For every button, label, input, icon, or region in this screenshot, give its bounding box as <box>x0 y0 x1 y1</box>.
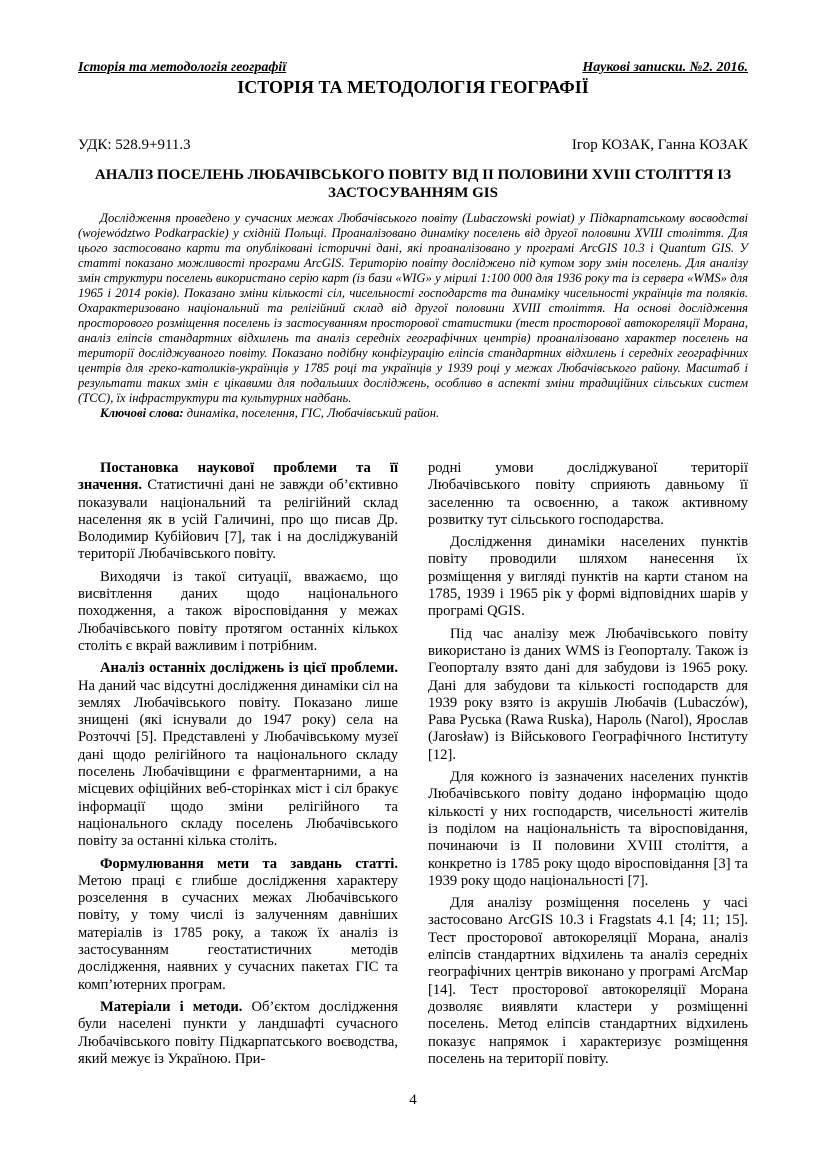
paragraph-research <box>78 660 398 850</box>
heading-research: Аналіз останніх досліджень із цієї проблеми. <box>100 660 398 677</box>
paragraph-situation: Виходячи із такої ситуації, вважаємо, що висвітлення даних щодо національного походження, а також віросповідання у межах Любачівського повіту протягом останніх кількох століть є вкрай важливим і потрібним. <box>78 568 398 654</box>
paragraph-continuation: родні умови досліджуваної території Любачівського повіту сприяють давньому її заселенню та освоєнню, а також активному розвитку тут сільського господарства. <box>428 460 748 528</box>
paragraph-text: Статистичні дані не завжди об’єктивно показували національний та релігійний склад населення як в усій Галичині, про що писав Др. Володимир Кубійович [7], так і на досліджуваній території Любачівського повіту. <box>78 477 398 563</box>
paragraph-dynamics: Дослідження динаміки населених пунктів повіту проводили шляхом нанесення їх розміщення у вигляді пунктів на карти станом на 1785, 1939 і 1965 рік у формі відповідних шарів у програмі QGIS. <box>428 534 748 620</box>
authors: Ігор КОЗАК, Ганна КОЗАК <box>571 137 748 153</box>
heading-problem: Постановка наукової проблеми та її значення. <box>78 460 398 494</box>
page-number: 4 <box>409 1092 417 1108</box>
paragraph-settlements-info: Для кожного із зазначених населених пунктів Любачівського повіту додано інформацію щодо кількості у них господарств, чисельності жителів із поділом на національність та віросповідання, починаючи із ІІ половини XVIII століття, а конкретно із 1785 року щодо віросповідання [3] та 1939 року щодо національності [7]. <box>428 769 748 889</box>
heading-methods: Матеріали і методи. <box>100 998 243 1015</box>
header-journal-section: Історія та методологія географії <box>78 60 287 75</box>
paragraph-methods <box>78 999 398 1068</box>
abstract: Дослідження проведено у сучасних межах Любачівського повіту (Lubaczowski powiat) у Підкарпатському восводстві (województwo Podkarpackie) у східній Польщі. Проаналізовано динаміку поселень від другої половини XVIII століття. Для цього застосовано карти та опубліковані історичні дані, які проаналізовано у програмі ArcGIS 10.3 і Quantum GIS. У статті показано можливості програми ArcGIS. Територію повіту досліджено під кутом зору змін поселень. Для аналізу змін структури поселень використано серію карт (із бази «WIG» у мірилі 1:100 000 для 1936 року та із сервера «WMS» для 1965 і 2014 років). Показано зміни кількості сіл, чисельності господарств та динаміку чисельності українців та поляків. Охарактеризовано національний та релігійний склад від другої половини XVIII століття. На основі дослідження просторового розміщення поселень із застосуванням просторової статистики (тест просторової автокореляції Морана, аналіз еліпсів стандартних відхилень та аналіз середніх географічних центрів) проаналізовано характер поселень на території досліджуваного повіту. Показано подібну конфігурацію еліпсів стандартних відхилень і середніх географічних центрів для греко-католиків-українців у 1785 році та українців у 1939 році у межах Любачівського району. Масштаб і результати таких змін є цікавими для подальших досліджень, особливо в аспекті зміни традиційних сільських систем (ТСС), їх інфраструктури та культурних надбань. <box>78 211 748 405</box>
paragraph-text: Метою праці є глибше дослідження характеру розселення в сучасних межах Любачівського повіту, у тому числі із залученням давніших матеріалів із 1785 року, а також їх аналіз із застосуванням геостатистичних методів дослідження, наявних у сучасних пакетах ГІС та комп’ютерних програм. <box>78 872 398 993</box>
header-journal-issue: Наукові записки. №2. 2016. <box>582 60 748 75</box>
paragraph-goals <box>78 856 398 994</box>
body-columns <box>78 460 748 1073</box>
running-header <box>78 60 748 76</box>
left-column <box>78 460 398 1073</box>
paragraph-text: Об’єктом дослідження були населені пункти у ландшафті сучасного Любачівського повіту Підкарпатського воєводства, який межує із Україною. При- <box>78 998 398 1067</box>
paragraph-text: На даний час відсутні дослідження динаміки сіл на землях Любачівського повіту. Показано лише знищені (які існували до 1947 року) села на Розточчі [5]. Представлені у Любачівському музеї дані щодо релігійного та національного складу поселень Любачівщини є фрагментарними, а на місцевих офіційних веб-сторінках міст і сіл бракує інформації щодо зміни релігійного та національного складу поселень Любачівського повіту за останні кілька століть. <box>78 677 398 850</box>
right-column <box>428 460 748 1073</box>
udk-code: УДК: 528.9+911.3 <box>78 137 191 153</box>
heading-goals: Формулювання мети та завдань статті. <box>100 855 398 872</box>
section-title: ІСТОРІЯ ТА МЕТОДОЛОГІЯ ГЕОГРАФІЇ <box>237 77 589 97</box>
paragraph-boundaries: Під час аналізу меж Любачівського повіту використано із даних WMS із Геопорталу. Також із Геопорталу взято дані для забудови із 1965 року. Дані для забудови та кількості господарств для 1939 року взято із акрушів Любачів (Lubaczów), Рава Руська (Rawa Ruska), Нароль (Narol), Ярослав (Jarosław) із Військового Географічного Інституту [12]. <box>428 625 748 763</box>
keywords-label: Ключові слова: <box>100 406 184 420</box>
keywords-text: динаміка, поселення, ГІС, Любачівський район. <box>186 406 440 420</box>
article-title: АНАЛІЗ ПОСЕЛЕНЬ ЛЮБАЧІВСЬКОГО ПОВІТУ ВІД ІІ ПОЛОВИНИ XVIII СТОЛІТТЯ ІЗ ЗАСТОСУВАННЯМ GIS <box>94 167 732 201</box>
keywords <box>78 406 748 421</box>
page <box>78 60 748 1067</box>
meta-row <box>78 136 748 154</box>
paragraph-problem <box>78 460 398 564</box>
paragraph-analysis: Для аналізу розміщення поселень у часі застосовано ArcGIS 10.3 і Fragstats 4.1 [4; 11; 15]. Тест просторової автокореляції Морана, аналіз еліпсів стандартних відхилень та аналіз середніх географічних центрів виконано у програмі ArcMap [14]. Тест просторової автокореляції Морана дозволяє виявляти кластери у розміщенні поселень. Метод еліпсів стандартних відхилень показує напрямок і характеризує розміщення поселень на території повіту. <box>428 895 748 1067</box>
